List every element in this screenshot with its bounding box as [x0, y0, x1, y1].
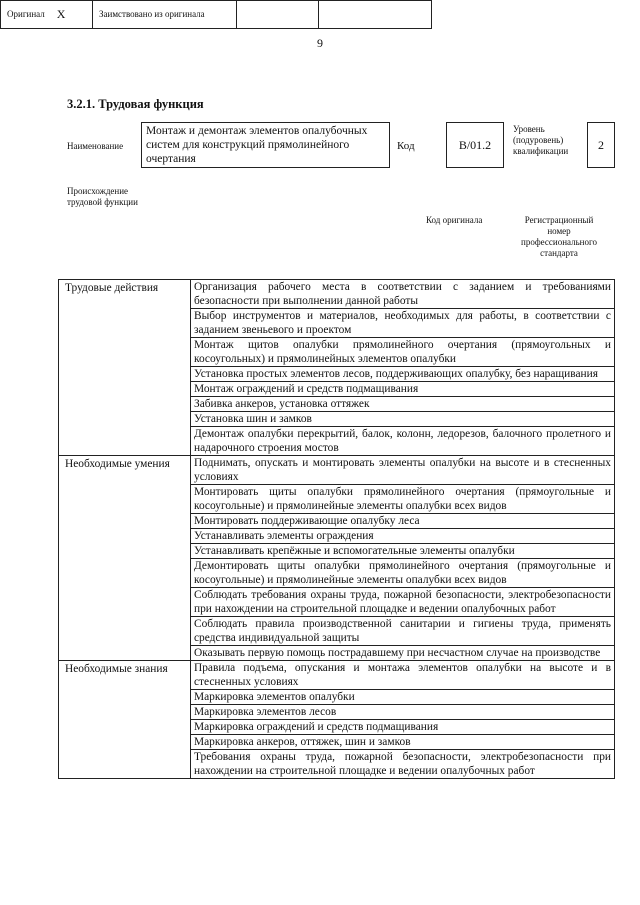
table-cell: Маркировка ограждений и средств подмащивания: [191, 720, 615, 735]
original-cell: [1, 1, 93, 28]
section-title-actions: Трудовые действия: [59, 280, 191, 456]
table-cell: Монтировать поддерживающие опалубку леса: [191, 514, 615, 529]
qualification-level: 2: [587, 122, 615, 168]
table-cell: Соблюдать правила производственной санитарии и гигиены труда, применять средства индивидуальной защиты: [191, 617, 615, 646]
original-mark: X: [56, 7, 66, 21]
table-cell: Демонтаж опалубки перекрытий, балок, колонн, ледорезов, балочного пролетного и надарочного строения мостов: [191, 427, 615, 456]
reg-caption-line: Регистрационный: [524, 215, 594, 225]
table-cell: Монтаж ограждений и средств подмащивания: [191, 382, 615, 397]
reg-caption-line: профессионального: [521, 237, 597, 247]
reg-number-caption: [503, 215, 615, 259]
name-label: Наименование: [67, 141, 124, 151]
section-heading: 3.2.1. Трудовая функция: [67, 97, 204, 111]
borrowed-cell: Заимствовано из оригинала: [93, 1, 237, 28]
table-row: [59, 661, 615, 690]
table-cell: Поднимать, опускать и монтировать элементы опалубки на высоте и в стесненных условиях: [191, 456, 615, 485]
table-cell: Демонтировать щиты опалубки прямолинейного очертания (прямоугольные и косоугольные) и прямолинейные элементы опалубки всех видов: [191, 559, 615, 588]
table-cell: Маркировка элементов опалубки: [191, 690, 615, 705]
table-row: [59, 456, 615, 485]
table-cell: Правила подъема, опускания и монтажа элементов опалубки на высоте и в стесненных условиях: [191, 661, 615, 690]
table-cell: Маркировка анкеров, оттяжек, шин и замков: [191, 735, 615, 750]
origin-label-line: Происхождение: [67, 186, 129, 196]
table-cell: Установка шин и замков: [191, 412, 615, 427]
table-cell: Устанавливать крепёжные и вспомогательные элементы опалубки: [191, 544, 615, 559]
table-cell: Организация рабочего места в соответствии с заданием и требованиями безопасности при выполнении данной работы: [191, 280, 615, 309]
table-cell: Установка простых элементов лесов, поддерживающих опалубку, без наращивания: [191, 367, 615, 382]
level-label-line: (подуровень): [513, 135, 564, 145]
origin-label: [67, 186, 138, 208]
code-original-cell: [237, 1, 319, 28]
origin-label-line: трудовой функции: [67, 197, 138, 207]
function-code: В/01.2: [446, 122, 504, 168]
reg-caption-line: номер: [547, 226, 571, 236]
function-name: Монтаж и демонтаж элементов опалубочных систем для конструкций прямолинейного очертания: [141, 122, 390, 168]
table-cell: Соблюдать требования охраны труда, пожарной безопасности, электробезопасности при нахождении на строительной площадке и ведении опалубочных работ: [191, 588, 615, 617]
table-cell: Забивка анкеров, установка оттяжек: [191, 397, 615, 412]
table-row: [59, 280, 615, 309]
origin-row: [0, 0, 432, 29]
section-title-skills: Необходимые умения: [59, 456, 191, 661]
table-cell: Маркировка элементов лесов: [191, 705, 615, 720]
section-title-knowledge: Необходимые знания: [59, 661, 191, 779]
code-label: Код: [397, 140, 415, 152]
level-label-line: квалификации: [513, 146, 569, 156]
table-cell: Выбор инструментов и материалов, необходимых для работы, в соответствии с заданием звеньевого и проектом: [191, 309, 615, 338]
table-cell: Оказывать первую помощь пострадавшему при несчастном случае на производстве: [191, 646, 615, 661]
code-original-caption: Код оригинала: [426, 215, 483, 225]
function-table: [58, 279, 615, 779]
table-cell: Монтаж щитов опалубки прямолинейного очертания (прямоугольных и косоугольных) и прямолинейных элементов опалубки: [191, 338, 615, 367]
reg-number-cell: [319, 1, 431, 28]
level-label-line: Уровень: [513, 124, 545, 134]
page-number: 9: [317, 36, 323, 50]
table-cell: Требования охраны труда, пожарной безопасности, электробезопасности при нахождении на строительной площадке и ведении опалубочных работ: [191, 750, 615, 779]
reg-caption-line: стандарта: [540, 248, 578, 258]
original-label: Оригинал: [7, 9, 45, 19]
level-label: [513, 124, 568, 157]
table-cell: Монтировать щиты опалубки прямолинейного очертания (прямоугольные и косоугольные) и прямолинейные элементы опалубки всех видов: [191, 485, 615, 514]
table-cell: Устанавливать элементы ограждения: [191, 529, 615, 544]
